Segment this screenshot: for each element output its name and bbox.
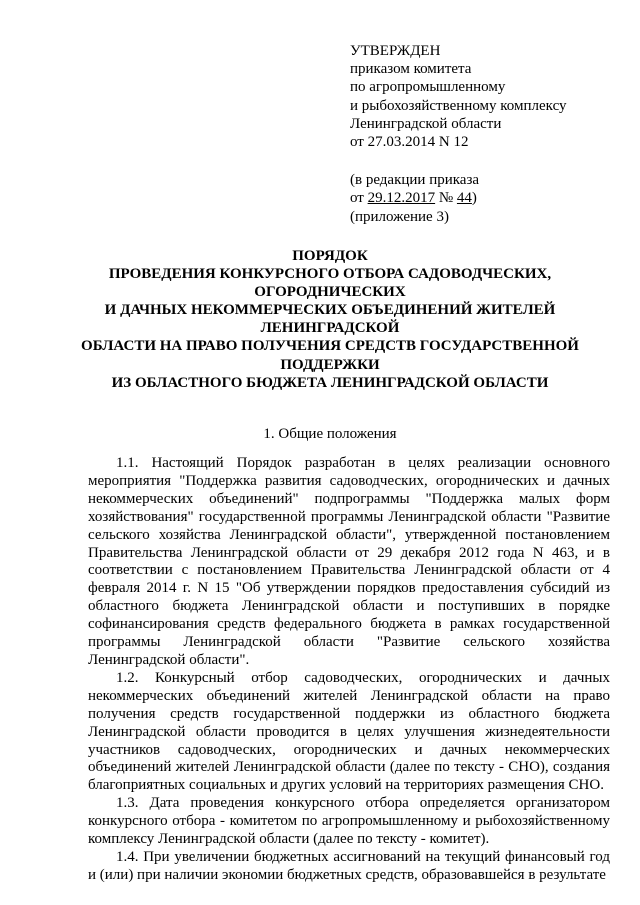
appendix-line: (приложение 3): [350, 208, 449, 225]
approval-stamp: [350, 42, 630, 226]
section-heading: 1. Общие положения: [263, 426, 397, 442]
title-line: ПОДДЕРЖКИ: [280, 356, 380, 373]
approval-line: УТВЕРЖДЕН: [350, 43, 441, 59]
revision-prefix: от: [350, 190, 368, 207]
revision-date-link[interactable]: 29.12.2017: [367, 190, 436, 207]
paragraph: 1.1. Настоящий Порядок разработан в целях реализации основного мероприятия "Поддержка развития садоводческих, огороднических и дачных некоммерческих объединений" подпрограммы "Поддержка малых форм хозяйствования" государственной программы Ленинградской области "Развитие сельского хозяйства Ленинградской области", утвержденной постановлением Правительства Ленинградской области от 29 декабря 2012 года N 463, и в соответствии с постановлением Правительства Ленинградской области от 4 февраля 2014 г. N 15 "Об утверждении порядков предоставления субсидий из областного бюджета Ленинградской области и поступивших в порядке софинансирования средств федерального бюджета в рамках государственной программы Ленинградской области "Развитие сельского хозяйства Ленинградской области".: [88, 455, 610, 668]
document-body: [88, 455, 610, 885]
title-line: И ДАЧНЫХ НЕКОММЕРЧЕСКИХ ОБЪЕДИНЕНИЙ ЖИТЕЛЕЙ: [104, 302, 556, 319]
revision-suffix: ): [471, 190, 477, 207]
approval-line: и рыбохозяйственному комплексу: [350, 97, 567, 114]
title-line: ОГОРОДНИЧЕСКИХ: [254, 284, 406, 301]
paragraph: 1.4. При увеличении бюджетных ассигнований на текущий финансовый год и (или) при наличии экономии бюджетных средств, образовавшейся в результате: [88, 848, 610, 883]
spacer: [350, 151, 630, 171]
approval-line: Ленинградской области: [350, 115, 502, 132]
title-line: ПОРЯДОК: [292, 248, 368, 264]
title-line: ИЗ ОБЛАСТНОГО БЮДЖЕТА ЛЕНИНГРАДСКОЙ ОБЛАСТИ: [111, 374, 549, 391]
revision-line: (в редакции приказа: [350, 172, 480, 189]
paragraph: 1.2. Конкурсный отбор садоводческих, огороднических и дачных некоммерческих объединений жителей Ленинградской области на право получения средств государственной поддержки из областного бюджета Ленинградской области проводится в целях улучшения жизнедеятельности участников садоводческих, огороднических и дачных некоммерческих объединений жителей Ленинградской области (далее по тексту - СНО), создания благоприятных социальных и других условий на территориях размещения СНО.: [88, 669, 610, 794]
revision-middle: №: [435, 190, 457, 207]
paragraph: 1.3. Дата проведения конкурсного отбора определяется организатором конкурсного отбора - комитетом по агропромышленному и рыбохозяйственному комплексу Ленинградской области (далее по тексту - комитет).: [88, 795, 610, 848]
title-line: ОБЛАСТИ НА ПРАВО ПОЛУЧЕНИЯ СРЕДСТВ ГОСУДАРСТВЕННОЙ: [81, 338, 579, 355]
approval-line: приказом комитета: [350, 61, 472, 78]
title-line: ПРОВЕДЕНИЯ КОНКУРСНОГО ОТБОРА САДОВОДЧЕСКИХ,: [108, 266, 552, 283]
approval-line: по агропромышленному: [350, 79, 506, 96]
revision-number-link[interactable]: 44: [456, 190, 472, 207]
title-line: ЛЕНИНГРАДСКОЙ: [260, 320, 400, 337]
approval-line: от 27.03.2014 N 12: [350, 134, 469, 151]
document-title: [30, 247, 630, 392]
revision-reference: [350, 189, 630, 207]
